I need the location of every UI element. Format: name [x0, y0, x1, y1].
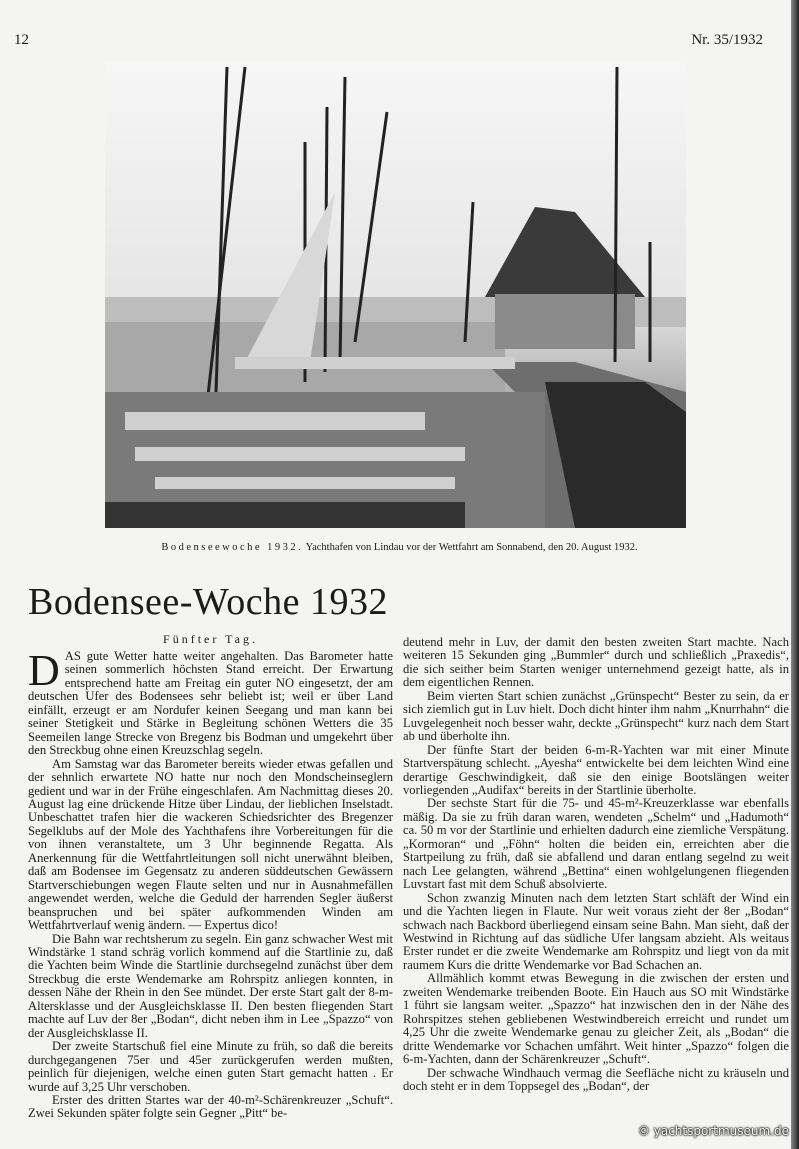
- right-column: [403, 636, 789, 1093]
- caption-text: Yachthafen von Lindau vor der Wettfahrt am Sonnabend, den 20. August 1932.: [305, 542, 638, 553]
- paragraph: [28, 646, 393, 758]
- article-title: Bodensee-Woche 1932: [28, 581, 388, 623]
- caption-lead: Bodenseewoche 1932.: [161, 542, 304, 553]
- harbor-photo: [105, 62, 686, 528]
- issue-number: Nr. 35/1932: [691, 32, 763, 48]
- paragraph: Allmählich kommt etwas Bewegung in die zwischen der ersten und zweiten Wendemarke treibenden Boote. Ein Hauch aus SO mit Windstärke 1 führt sie langsam weiter. „Spazzo“ hat inzwischen den in der Nähe des Rohrspitzes stehen gebliebenen Westwindbereich erreicht und rundet um 4,25 Uhr die zweite Wendemarke genau zu gleicher Zeit, als „Bodan“ die dritte Wendemarke vor Schachen umfährt. Weit hinter „Spazzo“ folgen die 6-m-Yachten, dann der Schärenkreuzer „Schuft“.: [403, 971, 789, 1067]
- paragraph: Erster des dritten Startes war der 40-m²-Schärenkreuzer „Schuft“. Zwei Sekunden später folgte sein Gegner „Pitt“ be-: [28, 1092, 393, 1121]
- article-subtitle: Fünfter Tag.: [163, 632, 258, 646]
- paragraph: Am Samstag war das Barometer bereits wieder etwas gefallen und der sehnlich erwartete NO hatte nur noch den Mondscheinseglern gedient und war in der Frühe eingeschlafen. Am Nachmittag dieses 20. August lag eine drückende Hitze über Lindau, der lieblichen Inselstadt. Unbeschattet trafen hier die wackeren Schiedsrichter des Bregenzer Segelklubs auf der Mole des Yachthafens ihre Vorbereitungen für die von ihnen veranstaltete, um 3 Uhr beginnende Regatta. Als Anerkennung für die Wettfahrtleitungen soll nicht unerwähnt bleiben, daß am Bodensee im Gegensatz zu anderen süddeutschen Gewässern Startverschiebungen wegen Flaute selten und nur in Ausnahmefällen angewendet werden, welche die Geduld der harrenden Segler äußerst beanspruchen und bei später aufkommenden Winden am Wettfahrtverlauf wenig ändern. — Expertus dico!: [28, 756, 393, 933]
- paragraph: Die Bahn war rechtsherum zu segeln. Ein ganz schwacher West mit Windstärke 1 stand schräg vorlich kommend auf die Startlinie zu, daß die Yachten beim Winde die Startlinie durchsegelnd zunächst über dem Streckbug die erste Wendemarke am Rohrspitz anliegen konnten, in dessen Nähe der Rhein in den See mündet. Der erste Start galt der 8-m-Altersklasse und der Ausgleichsklasse II. Den besten fliegenden Start machte auf Luv der 8er „Bodan“, dicht neben ihm in Lee „Spazzo“ von der Ausgleichsklasse II.: [28, 931, 393, 1040]
- drop-cap: D: [28, 646, 60, 695]
- paragraph: Der sechste Start für die 75- und 45-m²-Kreuzerklasse war ebenfalls mäßig. Da sie zu früh daran waren, wendeten „Schelm“ und „Hadumoth“ ca. 50 m vor der Startlinie und erhielten dadurch eine ziemliche Verspätung. „Kormoran“ und „Föhn“ holten die beiden ein, erreichten aber die Startpeilung zu früh, daß sie abfallend und daran entlang segelnd zu weit nach Lee gelangten, während „Bettina“ einen wohlgelungenen fliegenden Luvstart fast mit dem Schuß absolvierte.: [403, 796, 789, 892]
- watermark: © yachtsportmuseum.de: [637, 1124, 789, 1138]
- paragraph: Beim vierten Start schien zunächst „Grünspecht“ Bester zu sein, da er sich ziemlich gut in Luv hielt. Doch dicht hinter ihm nahm „Knurrhahn“ die Luvgelegenheit noch besser wahr, deckte „Grünspecht“ kurz nach dem Start ab und überholte ihn.: [403, 688, 789, 744]
- photo-caption: [0, 542, 799, 553]
- page-number: 12: [14, 32, 29, 48]
- left-column: [28, 646, 393, 1121]
- paragraph: deutend mehr in Luv, der damit den besten zweiten Start machte. Nach weiteren 15 Sekunden ging „Bummler“ durch und schließlich „Praxedis“, die sich seither beim Starten weniger unternehmend gezeigt hatte, als in dem eigentlichen Rennen.: [403, 635, 789, 690]
- paragraph: Schon zwanzig Minuten nach dem letzten Start schläft der Wind ein und die Yachten liegen in Flaute. Nur weit voraus zieht der 8er „Bodan“ schwach nach Backbord überliegend einsam seine Bahn. Man sieht, daß der Westwind in Richtung auf das südliche Ufer langsam abzieht. Als weitaus Erster rundet er die zweite Wendemarke am Rohrspitz und liegt von da mit raumem Kurs die dritte Wendemarke vor Bad Schachen an.: [403, 890, 789, 972]
- paragraph: Der zweite Startschuß fiel eine Minute zu früh, so daß die bereits durchgegangenen 75er und 45er zurückgerufen werden mußten, peinlich für diejenigen, welche einen guten Start gemacht hatten . Er wurde auf 3,25 Uhr verschoben.: [28, 1039, 393, 1094]
- paragraph-text: AS gute Wetter hatte weiter angehalten. Das Barometer hatte seinen sommerlich höchsten Stand erreicht. Der Erwartung entsprechend hatte am Freitag ein guter NO eingesetzt, der am deutschen Ufer des Bodensees sehr beliebt ist; weil er über Land einfällt, erzeugt er am Nordufer keinen Seegang und man kann bei seiner Stetigkeit und Stärke in Begleitung schönen Wetters die 35 Seemeilen lange Strecke von Bregenz bis Bodman und umgekehrt über den Streckbug ohne einen Kreuzschlag segeln.: [28, 649, 393, 758]
- paragraph: Der schwache Windhauch vermag die Seefläche nicht zu kräuseln und doch steht er in dem Toppsegel des „Bodan“, der: [403, 1065, 789, 1093]
- paragraph: Der fünfte Start der beiden 6-m-R-Yachten war mit einer Minute Startverspätung schlecht. „Ayesha“ entwickelte bei dem leichten Wind eine derartige Geschwindigkeit, daß sie den einige Bootslängen weiter vorliegenden „Audifax“ bereits in der Startlinie überholte.: [403, 742, 789, 797]
- scan-edge: [791, 0, 799, 1149]
